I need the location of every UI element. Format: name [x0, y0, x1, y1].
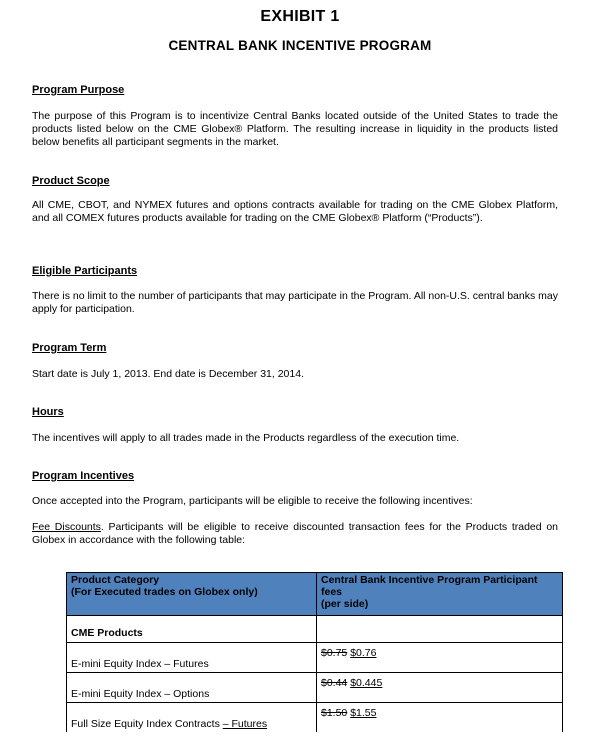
paragraph-program-purpose: The purpose of this Program is to incentivize Central Banks located outside of the United States to trade the products listed below on the CME Globex® Platform. The resulting increase in liquidity in the products listed below benefits all participant segments in the market.	[32, 110, 558, 148]
fee-cell	[317, 673, 563, 703]
header-participant-fees-fees: fees	[321, 586, 343, 598]
new-fee: $0.445	[350, 677, 383, 689]
paragraph-program-term: Start date is July 1, 2013. End date is December 31, 2014.	[32, 368, 304, 380]
header-participant-fees	[317, 573, 563, 616]
table-row	[67, 643, 563, 673]
paragraph-program-incentives: Once accepted into the Program, participants will be eligible to receive the following incentives:	[32, 495, 473, 507]
table-row	[67, 703, 563, 733]
fee-cell	[317, 643, 563, 673]
paragraph-eligible-participants: There is no limit to the number of participants that may participate in the Program. All non-U.S. central banks may apply for participation.	[32, 290, 558, 315]
fee-table	[66, 572, 563, 732]
heading-program-purpose: Program Purpose	[32, 84, 125, 96]
header-product-category	[67, 573, 317, 616]
exhibit-title: EXHIBIT 1	[260, 8, 340, 25]
product-name-suffix: – Futures	[222, 718, 268, 730]
heading-hours: Hours	[32, 406, 64, 418]
section-cme-products: CME Products	[67, 616, 317, 643]
new-fee: $1.55	[350, 707, 377, 719]
header-product-category-note: (For Executed trades on Globex only)	[71, 586, 258, 598]
fee-discounts-text: . Participants will be eligible to receive discounted transaction fees for the Products traded on Globex in accordance with the following table:	[32, 521, 558, 546]
table-section-row	[67, 616, 563, 643]
header-participant-fees-title: Central Bank Incentive Program Participant	[321, 574, 538, 586]
section-empty-cell	[317, 616, 563, 643]
old-fee: $0.75	[321, 647, 348, 659]
product-name: E-mini Equity Index – Options	[67, 673, 317, 703]
header-participant-fees-per-side: (per side)	[321, 598, 369, 610]
fee-discounts-label: Fee Discounts	[32, 521, 101, 533]
heading-eligible-participants: Eligible Participants	[32, 265, 138, 277]
program-title: CENTRAL BANK INCENTIVE PROGRAM	[168, 38, 432, 53]
product-name	[67, 703, 317, 733]
old-fee: $1.50	[321, 707, 348, 719]
fee-cell	[317, 703, 563, 733]
paragraph-hours: The incentives will apply to all trades made in the Products regardless of the execution time.	[32, 432, 460, 444]
heading-program-incentives: Program Incentives	[32, 470, 135, 482]
heading-product-scope: Product Scope	[32, 175, 110, 187]
paragraph-product-scope: All CME, CBOT, and NYMEX futures and options contracts available for trading on the CME Globex Platform, and all COMEX futures products available for trading on the CME Globex® Platform (“Products”).	[32, 199, 558, 224]
header-product-category-title: Product Category	[71, 574, 160, 586]
fee-table-header	[67, 573, 563, 616]
table-row	[67, 673, 563, 703]
product-name-part: Full Size Equity Index Contracts	[71, 718, 223, 730]
old-fee: $0.44	[321, 677, 348, 689]
heading-program-term: Program Term	[32, 342, 107, 354]
paragraph-fee-discounts	[32, 521, 558, 547]
product-name: E-mini Equity Index – Futures	[67, 643, 317, 673]
new-fee: $0.76	[350, 647, 377, 659]
